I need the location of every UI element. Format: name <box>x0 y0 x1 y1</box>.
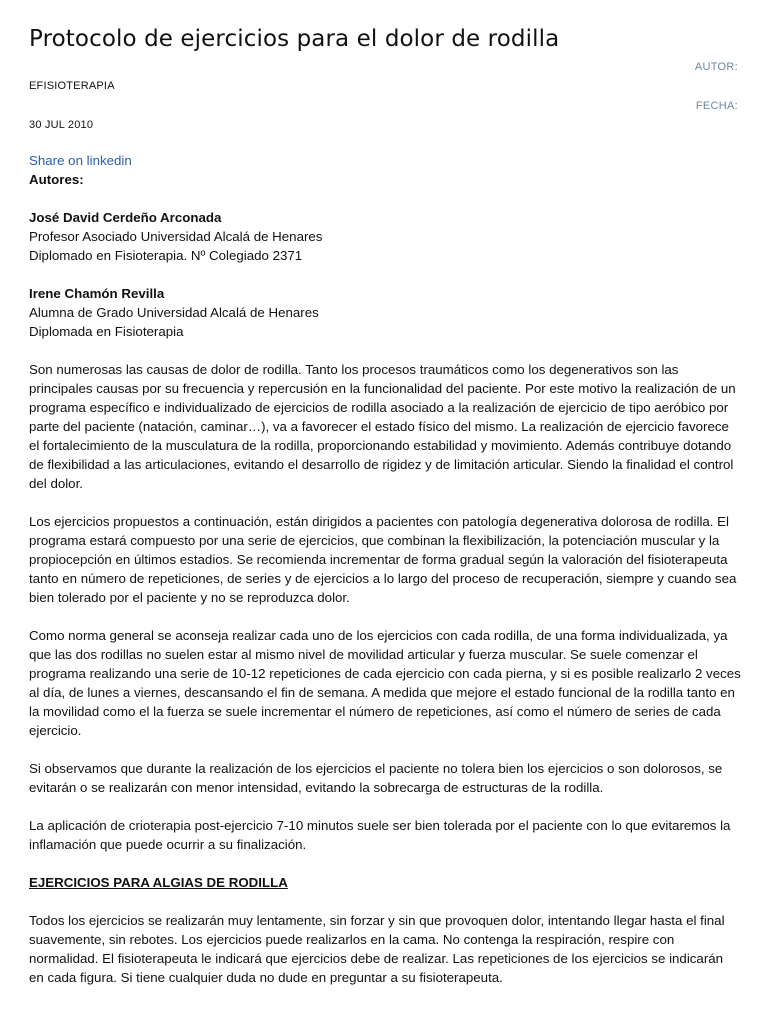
paragraph: La aplicación de crioterapia post-ejercicio 7-10 minutos suele ser bien tolerada por el paciente con lo que evitaremos la inflamación que puede ocurrir a su finalización. <box>29 818 731 852</box>
date-value: 30 JUL 2010 <box>29 119 94 131</box>
share-linkedin-link[interactable]: Share on linkedin <box>29 153 132 168</box>
author-credential: Diplomado en Fisioterapia. Nº Colegiado 2371 <box>29 248 303 263</box>
author-value: EFISIOTERAPIA <box>29 80 115 92</box>
author-affiliation: Alumna de Grado Universidad Alcalá de Henares <box>29 305 319 320</box>
author-entry <box>29 284 741 341</box>
author-name: José David Cerdeño Arconada <box>29 210 222 225</box>
author-entry <box>29 208 741 265</box>
author-name: Irene Chamón Revilla <box>29 286 165 301</box>
paragraph: Los ejercicios propuestos a continuación, están dirigidos a pacientes con patología degenerativa dolorosa de rodilla. El programa estará compuesto por una serie de ejercicios, que combinan la flexibilización, la potenciación muscular y la propiocepción en últimos estadios. Se recomienda incrementar de forma gradual según la valoración del fisioterapeuta tanto en número de repeticiones, de series y de ejercicios a lo largo del proceso de recuperación, siempre y cuando sea bien tolerado por el paciente y no se reproduzca dolor. <box>29 514 737 605</box>
section-heading-block <box>29 873 741 892</box>
date-label: FECHA: <box>695 100 738 112</box>
paragraph: Todos los ejercicios se realizarán muy lentamente, sin forzar y sin que provoquen dolor, intentando llegar hasta el final suavemente, sin rebotes. Los ejercicios puede realizarlos en la cama. No contenga la respiración, respire con normalidad. El fisioterapeuta le indicará que ejercicios debe de realizar. Las repeticiones de los ejercicios se indicarán en cada figura. Si tiene cualquier duda no dude en preguntar a su fisioterapeuta. <box>29 913 725 985</box>
paragraph: Son numerosas las causas de dolor de rodilla. Tanto los procesos traumáticos como los degenerativos son las principales causas por su frecuencia y repercusión en la funcionalidad del paciente. Por este motivo la realización de un programa específico e individualizado de ejercicios de rodilla asociado a la realización de ejercicio de tipo aeróbico por parte del paciente (natación, caminar…), va a favorecer el estado físico del mismo. La realización de ejercicio favorece el fortalecimiento de la musculatura de la rodilla, proporcionando estabilidad y movimiento. Además contribuye dotando de flexibilidad a las articulaciones, evitando el desarrollo de rigidez y de limitación articular. Siendo la finalidad el control del dolor. <box>29 362 736 491</box>
article-body <box>29 151 741 1006</box>
authors-block <box>29 170 741 189</box>
paragraph: Como norma general se aconseja realizar cada uno de los ejercicios con cada rodilla, de una forma individualizada, ya que las dos rodillas no suelen estar al mismo nivel de movilidad articular y fuerza muscular. Se suele comenzar el programa realizando una serie de 10-12 repeticiones de cada ejercicio con cada pierna, y si es posible realizarlo 2 veces al día, de lunes a viernes, descansando el fin de semana. A medida que mejore el estado funcional de la rodilla tanto en la movilidad como el la fuerza se suele incrementar el número de repeticiones, así como el número de series de cada ejercicio. <box>29 628 741 738</box>
paragraph: Si observamos que durante la realización de los ejercicios el paciente no tolera bien los ejercicios o son dolorosos, se evitarán o se realizarán con menor intensidad, evitando la sobrecarga de estructuras de la rodilla. <box>29 761 723 795</box>
section-heading: EJERCICIOS PARA ALGIAS DE RODILLA <box>29 875 288 890</box>
author-credential: Diplomada en Fisioterapia <box>29 324 184 339</box>
author-affiliation: Profesor Asociado Universidad Alcalá de Henares <box>29 229 323 244</box>
authors-heading: Autores: <box>29 172 84 187</box>
page-title: Protocolo de ejercicios para el dolor de rodilla <box>29 26 560 52</box>
author-label: AUTOR: <box>694 61 738 73</box>
